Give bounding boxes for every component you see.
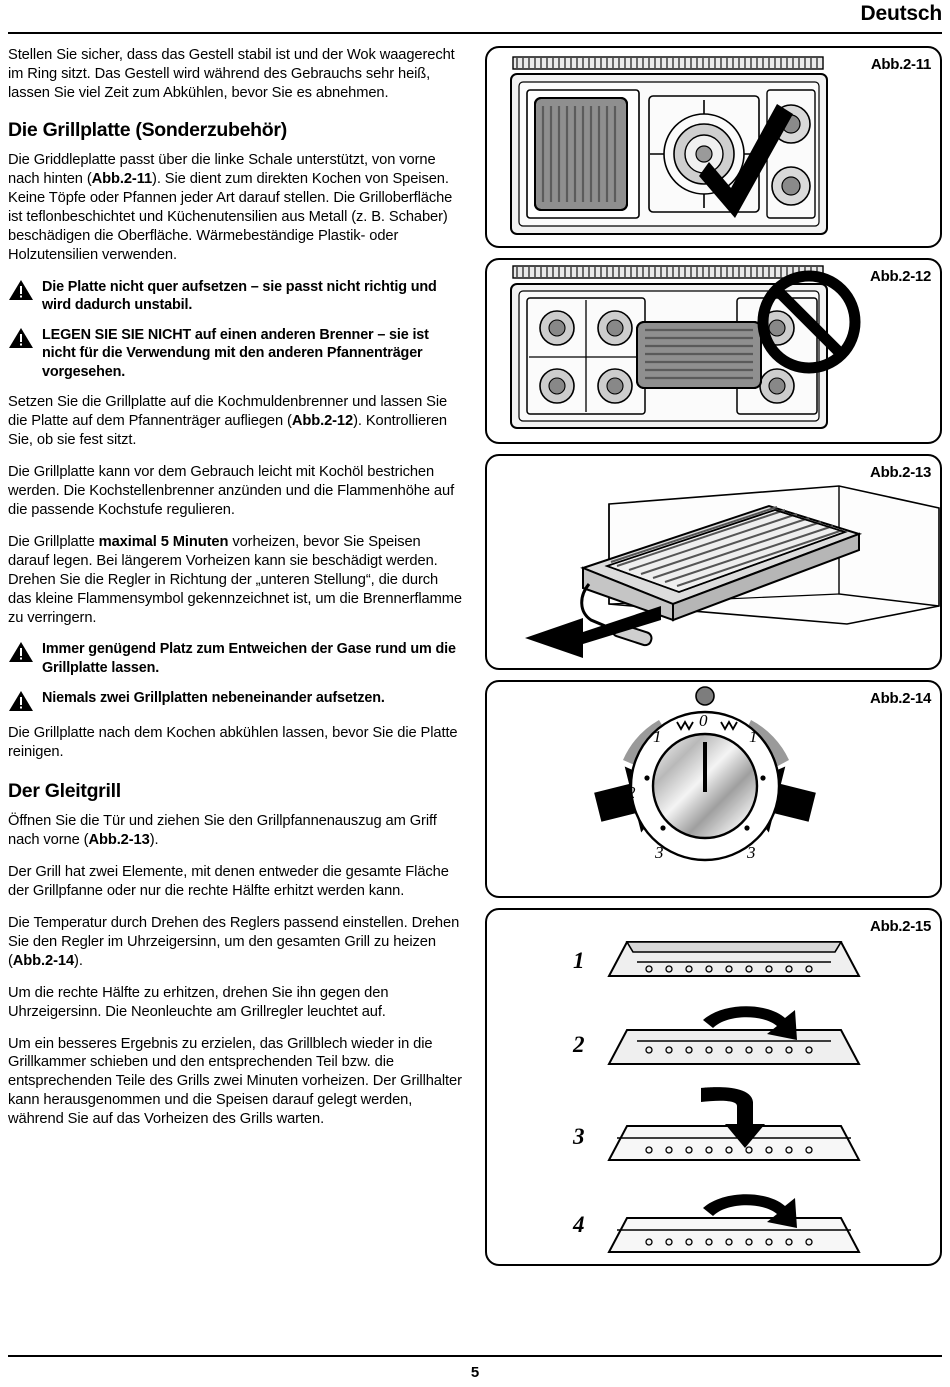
dial-label-0: 0 — [699, 711, 708, 730]
warning-3-text: Immer genügend Platz zum Entweichen der Gase rund um die Grillplatte lassen. — [42, 641, 456, 676]
dial-label-3-right: 3 — [747, 843, 756, 862]
text-part-a: Die Temperatur durch Drehen des Reglers passend einstellen. Drehen Sie den Regler im Uhrzeigersinn, um den gesamten Grill zu heizen ( — [8, 914, 460, 969]
step-number-1: 1 — [573, 948, 585, 973]
warning-triangle-icon — [8, 327, 34, 349]
figure-ref-2-11: Abb.2-11 — [91, 170, 153, 187]
warning-2 — [8, 326, 463, 381]
header-divider — [8, 32, 942, 34]
pan-step-2 — [609, 1006, 859, 1064]
figure-column — [485, 46, 942, 1276]
paragraph-right-half: Um die rechte Hälfte zu erhitzen, drehen Sie ihn gegen den Uhrzeigersinn. Die Neonleuchte am Grillregler leuchtet auf. — [8, 984, 389, 1020]
paragraph-griddle-description — [8, 151, 463, 265]
text-part-c: ). Kontrollieren Sie, ob sie fest sitzt. — [8, 412, 447, 448]
figure-2-12-label: Abb.2-12 — [870, 268, 931, 285]
figure-2-11-label: Abb.2-11 — [870, 56, 931, 73]
language-title: Deutsch — [860, 2, 942, 25]
page-header — [0, 0, 950, 36]
text-part-c: ). Sie dient zum direkten Kochen von Speisen. Keine Töpfe oder Pfannen jeder Art darauf stellen. Die Grilloberfläche ist teflonbeschichtet und Küchenutensilien aus Metall (z. B. Schaber) beschädigen die Oberfläche. Wärmebeständige Plastik- oder Holzutensilien verwenden. — [8, 170, 453, 263]
text-part-a: Die Grillplatte — [8, 533, 99, 550]
heading-griddle: Die Grillplatte (Sonderzubehör) — [8, 118, 287, 141]
dial-label-3-left: 3 — [655, 843, 664, 862]
text-part-a: Öffnen Sie die Tür und ziehen Sie den Grillpfannenauszug am Griff nach vorne ( — [8, 812, 437, 848]
warning-triangle-icon — [8, 641, 34, 663]
paragraph-intro: Stellen Sie sicher, dass das Gestell stabil ist und der Wok waagerecht im Ring sitzt. Das Gestell wird während des Gebrauchs sehr heiß, lassen Sie viel Zeit zum Abkühlen, bevor Sie es abnehmen. — [8, 47, 455, 101]
figure-2-15-label: Abb.2-15 — [870, 918, 931, 935]
paragraph-temperature — [8, 914, 463, 971]
paragraph-two-elements: Der Grill hat zwei Elemente, mit denen entweder die gesamte Fläche der Grillpfanne oder nur die rechte Hälfte erhitzt werden kann. — [8, 863, 449, 899]
figure-2-14-label: Abb.2-14 — [870, 690, 931, 707]
warning-4-text: Niemals zwei Grillplatten nebeneinander aufsetzen. — [42, 690, 385, 707]
grill-pan-trivet-steps-illustration — [487, 910, 940, 1264]
text-part-c: vorheizen, bevor Sie Speisen darauf legen. Bei längerem Vorheizen kann sie beschädigt werden. Drehen Sie die Regler in Richtung der „unteren Stellung“, die durch das kleine Flammensymbol gekennzeichnet ist, um die Brennerflamme zu verringern. — [8, 533, 462, 626]
figure-2-13 — [485, 454, 942, 670]
warning-triangle-icon — [8, 690, 34, 712]
dial-label-2-left: 2 — [627, 783, 636, 802]
figure-ref-2-13: Abb.2-13 — [88, 831, 150, 848]
paragraph-open-door — [8, 812, 463, 850]
warning-1-text: Die Platte nicht quer aufsetzen – sie passt nicht richtig und wird dadurch unstabil. — [42, 278, 437, 313]
hob-with-griddle-lengthwise-illustration — [487, 48, 940, 246]
paragraph-better-results: Um ein besseres Ergebnis zu erzielen, das Grillblech wieder in die Grillkammer schieben und den entsprechenden Teil bzw. die entsprechenden Teile des Grills zwei Minuten vorheizen. Der Grillhalter kann herausgenommen und die Speisen darauf gelegt werden, während Sie auf das Vorheizen des Grills warten. — [8, 1035, 462, 1128]
page-body — [0, 38, 950, 1387]
dial-label-2-right: 2 — [777, 783, 786, 802]
paragraph-placement — [8, 393, 463, 450]
step-number-3: 4 — [573, 1212, 585, 1237]
paragraph-preheat — [8, 533, 463, 628]
figure-2-12 — [485, 258, 942, 444]
figure-2-13-label: Abb.2-13 — [870, 464, 931, 481]
figure-2-14 — [485, 680, 942, 898]
pan-step-1 — [609, 942, 859, 976]
page-number: 5 — [470, 1364, 480, 1381]
step-number-2: 2 — [573, 1032, 585, 1057]
text-column — [8, 46, 463, 1142]
heading-gleitgrill: Der Gleitgrill — [8, 779, 121, 802]
neon-indicator-icon — [696, 687, 714, 705]
dial-label-1-left: 1 — [653, 727, 662, 746]
figure-ref-2-12: Abb.2-12 — [291, 412, 354, 429]
warning-2-text: LEGEN SIE SIE NICHT auf einen anderen Brenner – sie ist nicht für die Verwendung mit den anderen Pfannenträger vorgesehen. — [42, 327, 429, 380]
warning-4 — [8, 689, 463, 712]
figure-2-15 — [485, 908, 942, 1266]
pan-step-3 — [609, 1087, 859, 1160]
paragraph-cooldown: Die Grillplatte nach dem Kochen abkühlen lassen, bevor Sie die Platte reinigen. — [8, 725, 458, 760]
text-part-a: Setzen Sie die Grillplatte auf die Kochmuldenbrenner und lassen Sie die Platte auf dem Pfannenträger aufliegen ( — [8, 393, 448, 429]
text-part-c: ). — [149, 831, 159, 848]
grill-pan-slide-out-illustration — [487, 456, 940, 668]
footer-divider — [8, 1355, 942, 1357]
text-part-a: Die Griddleplatte passt über die linke Schale unterstützt, von vorne nach hinten ( — [8, 151, 436, 187]
pan-step-4 — [609, 1194, 859, 1252]
dial-label-1-right: 1 — [749, 727, 758, 746]
step-number-3: 3 — [573, 1124, 585, 1149]
hob-with-griddle-crosswise-illustration — [487, 260, 940, 442]
warning-triangle-icon — [8, 279, 34, 301]
figure-ref-2-14: Abb.2-14 — [12, 952, 75, 969]
paragraph-oil: Die Grillplatte kann vor dem Gebrauch leicht mit Kochöl bestrichen werden. Die Kochstellenbrenner anzünden und die Flammenhöhe auf die passende Kochstufe regulieren. — [8, 463, 455, 518]
warning-3 — [8, 640, 463, 677]
preheat-duration: maximal 5 Minuten — [98, 533, 229, 550]
grill-control-knob-illustration — [487, 682, 940, 896]
text-part-c: ). — [74, 952, 83, 969]
warning-1 — [8, 278, 463, 315]
figure-2-11 — [485, 46, 942, 248]
